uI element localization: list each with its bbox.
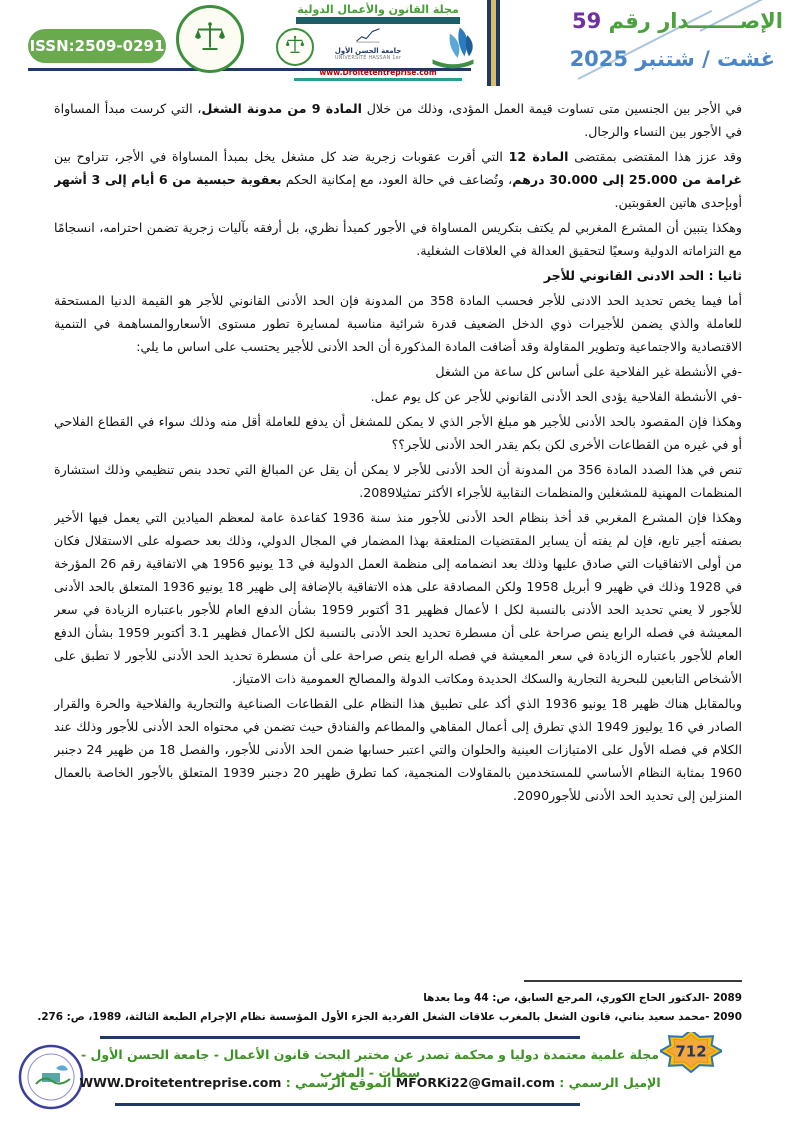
growth-chart-icon xyxy=(353,28,383,47)
email-address[interactable]: MFORKi22@Gmail.com xyxy=(395,1075,555,1090)
page-number-badge xyxy=(660,1029,722,1073)
footer-top-divider xyxy=(100,1036,580,1039)
footer-journal-description: مجلة علمية معتمدة دوليا و محكمة تصدر عن مختبر البحث قانون الأعمال - جامعة الحسن الأول - سطات - المغرب xyxy=(80,1047,660,1080)
paragraph-history-1936: وهكذا فإن المشرع المغربي قد أخذ بنظام الحد الأدنى للأجور منذ سنة 1936 كقاعدة عامة لمعظم الميادين التي يعمل فيها الأخير بصفته أجير تابع، فإن لم يفته أن يساير المقتضيات المتلعقة بهذا المضمار في المجال الدولي، وذلك بعد حصوله على الاستقلال فكان من أولى الاتفاقيات التي صادق عليها وذلك بعد انضمامه إلى منظمة العمل الدولية في 13 يونيو 1956 هي الاتفاقية رقم 26 المؤرخة في 1928 وذلك في ظهير 9 أبريل 1958 ولكن المصادقة على هذه الاتفاقية بالإضافة إلى ظهير 18 يونيو 1936 المتعلق بالحد الأدنى للأجور لا يعني تحديد الحد الأدنى بالنسبة لكل ا لأعمال فظهير 31 أكتوبر 1959 بشأن الدفع العام للأجور باعتباره الزيادة في سعر المعيشة في فصله الرابع ينص صراحة على أن مسطرة تحديد الحد الأدنى بالنسبة لكل الأعمال فظهير 3.1 أكتوبر 1959 بشأن الدفع العام للأجور باعتباره الزيادة في سعر المعيشة في فصله الرابع ينص صراحة على أن مسطرة تحديد الحد الأدنى للأجور لا تطبق على الأشخاص التابعين للبحرية التجارية والسكك الحديدة ومكاتب الدولة والمصالح العمومية ذات الامتياز. xyxy=(54,510,742,686)
paragraph-equal-pay: في الأجر بين الجنسين متى تساوت قيمة العمل المؤدى، وذلك من خلال المادة 9 من مدونة الشغل، التي كرست مبدأ المساواة في الأجور بين النساء والرجال. xyxy=(54,101,742,139)
issn-badge xyxy=(28,29,166,63)
paragraph-conclusion-equality: وهكذا يتبين أن المشرع المغربي لم يكتف بتكريس المساواة في الأجور كمبدأ نظري، بل أرفقه بآليات زجرية تضمن احترامه، انسجامًا مع التزاماته الدولية وسعيًا لتحقيق العدالة في العلاقات الشغلية. xyxy=(54,220,742,258)
footer-bottom-divider xyxy=(115,1103,580,1106)
list-item-non-agricultural: -في الأنشطة غير الفلاحية على أساس كل ساعة من الشغل xyxy=(435,364,742,379)
email-label: الإميل الرسمي : xyxy=(559,1075,661,1090)
issue-date: غشت / شتنبر 2025 xyxy=(569,47,775,71)
issue-label: الإصـــــــدار رقم 59 xyxy=(572,9,783,33)
scales-of-justice-icon xyxy=(284,34,306,60)
issue-number: 59 xyxy=(572,9,602,33)
lab-logo xyxy=(176,5,244,73)
journal-website-url[interactable]: www.Droitetentreprise.com xyxy=(294,68,462,81)
lab-logo-small xyxy=(276,28,314,66)
university-name-fr: UNIVERSITÉ HASSAN 1er xyxy=(334,55,402,61)
footnote-separator-line xyxy=(524,980,742,982)
university-name-ar: جامعة الحسن الأول xyxy=(334,47,402,55)
paragraph-article-358: أما فيما يخص تحديد الحد الادنى للأجر فحسب المادة 358 من المدونة فإن الحد الأدنى القانوني للأجر هو القيمة الدنيا المستحقة للعاملة والذي يضمن للأجيرات ذوي الدخل الضعيف قدرة شرائية مناسبة لمسايرة تطور مستوى الأسعاروالمساهمة في التنمية الاقتصادية والاجتماعية وتطوير المقاولة وقد أضافت المادة المذكورة أن الحد الأدنى للأجير يحتسب على اساس ما يلي: xyxy=(54,293,742,354)
footnote-2090: 2090 -محمد سعيد بناني، قانون الشغل بالمغرب علاقات الشغل الفردية الجزء الأول المؤسسة نظام الإجرام الطبعة الثالثة، 1989، ص: 276. xyxy=(37,1010,742,1023)
paragraph-article-356: تنص في هذا الصدد المادة 356 من المدونة أن الحد الأدنى للأجر لا يمكن أن يقل عن المبالغ التي تحدد بنص تنظيمي وذلك استشارة المنظمات المهنية للمشغلين والمنظمات النقابية للأجراء الأكثر تمثيلا2089. xyxy=(54,462,742,500)
section-heading-minimum-wage: ثانيا : الحد الادنى القانوني للأجر xyxy=(543,268,742,283)
article-body xyxy=(54,97,742,973)
header-vertical-separator xyxy=(487,0,500,86)
footer-contact-line xyxy=(75,1074,665,1092)
book-swoosh-icon xyxy=(422,26,484,74)
paragraph-definition: وهكذا فإن المقصود بالحد الأدنى للأجير هو مبلغ الأجر الذي لا يمكن للمشغل أن يدفع للعاملة أقل منه وذلك سواء في القطاع الفلاحي أو في غيره من القطاعات الأخرى لكن بكم يقدر الحد الأدنى للأجر؟؟ xyxy=(54,414,742,452)
journal-logo-banner xyxy=(296,17,460,24)
page-number-text: 712 xyxy=(675,1042,707,1061)
list-item-agricultural: -في الأنشطة الفلاحية يؤدى الحد الأدنى القانوني للأجر عن كل يوم عمل. xyxy=(370,389,742,404)
footnote-2089: 2089 -الدكتور الحاج الكوري، المرجع السابق، ص: 44 وما بعدها xyxy=(423,991,742,1004)
site-label: الموقع الرسمي : xyxy=(285,1075,392,1090)
journal-logo-title: مجلة القانون والأعمال الدولية xyxy=(297,3,459,16)
site-address[interactable]: WWW.Droitetentreprise.com xyxy=(79,1075,282,1090)
paragraph-sanctions: وقد عزز هذا المقتضى بمقتضى المادة 12 التي أقرت عقوبات زجرية ضد كل مشغل يخل بمبدأ المساواة في الأجر، تتراوح بين غرامة من 25.000 إلى 30.000 درهم، وتُضاعف في حالة العود، مع إمكانية الحكم بعقوبة حبسية من 6 أيام إلى 3 أشهر أوبإحدى هاتين العقوبتين. xyxy=(54,149,742,210)
paragraph-dahirs: وبالمقابل هناك ظهير 18 يونيو 1936 الذي أكد على تطبيق هذا النظام على القطاعات الصناعية والتجارية والفلاحية والحرة والقرار الصادر في 16 يوليوز 1949 الذي تطرق إلى أعمال المقاهي والمطاعم والفنادق حيث تضمن في محتواه الحد الأدنى للأجور وذلك عند الكلام في فصله الأول على الامتيازات العينية والحلوان والتي اعتبر حسابها ضمن الحد الأدنى للأجور، والفصل 18 من ظهير 24 دجنبر 1960 بمثابة النظام الأساسي للمستخدمين بالمقاولات المنجمية، كما تطرق ظهير 20 دجنبر 1939 المتعلق بالأجور الخاصة بالعمال المنزلين إلى تحديد الحد الأدنى للأجور2090. xyxy=(54,696,742,803)
page-footer xyxy=(0,1028,794,1123)
journal-logo xyxy=(272,3,484,82)
scales-of-justice-icon xyxy=(192,19,228,59)
issue-info xyxy=(505,6,787,74)
university-block xyxy=(314,26,422,61)
footnotes-section xyxy=(37,974,742,1032)
issn-text: ISSN:2509-0291 xyxy=(29,37,165,55)
